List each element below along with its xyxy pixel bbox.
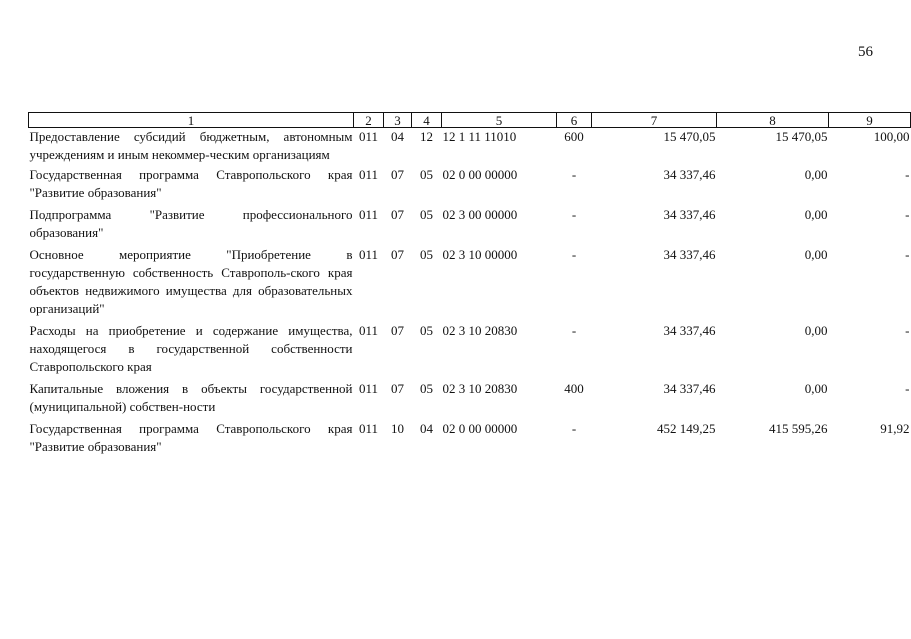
cell-executed: 0,00 <box>804 323 828 338</box>
cell-expense-type: 400 <box>564 381 584 396</box>
row-description: Расходы на приобретение и содержание имущества, находящегося в государственной собственности Ставропольского края <box>29 323 353 374</box>
cell-ministry: 011 <box>358 167 379 182</box>
col-header-8: 8 <box>717 113 829 128</box>
cell-executed: 415 595,26 <box>769 421 828 436</box>
cell-percent: - <box>905 381 910 396</box>
table-row <box>29 206 911 246</box>
cell-expense-type: - <box>571 167 577 182</box>
table-row <box>29 246 911 322</box>
cell-section: 10 <box>391 421 404 436</box>
col-header-3: 3 <box>384 113 412 128</box>
cell-executed: 0,00 <box>804 381 828 396</box>
cell-subsection: 12 <box>420 129 433 144</box>
cell-target-code: 02 3 10 20830 <box>442 323 518 338</box>
cell-planned: 34 337,46 <box>663 207 716 222</box>
col-header-4: 4 <box>412 113 442 128</box>
cell-section: 07 <box>391 207 404 222</box>
cell-target-code: 02 3 10 00000 <box>442 247 518 262</box>
row-description: Капитальные вложения в объекты государственной (муниципальной) собствен-ности <box>29 381 353 414</box>
page-number: 56 <box>858 44 873 60</box>
cell-section: 07 <box>391 323 404 338</box>
cell-percent: - <box>905 247 910 262</box>
cell-percent: - <box>905 207 910 222</box>
row-description: Государственная программа Ставропольского края "Развитие образования" <box>29 167 353 200</box>
col-header-7: 7 <box>592 113 717 128</box>
row-description: Предоставление субсидий бюджетным, автономным учреждениям и иным некоммер-ческим организациям <box>29 129 353 162</box>
cell-planned: 34 337,46 <box>663 247 716 262</box>
table-row <box>29 128 911 167</box>
col-header-5: 5 <box>442 113 557 128</box>
cell-target-code: 02 0 00 00000 <box>442 421 518 436</box>
row-description: Подпрограмма "Развитие профессионального образования" <box>29 207 353 240</box>
table-row <box>29 166 911 206</box>
cell-planned: 15 470,05 <box>663 129 716 144</box>
cell-percent: 91,92 <box>880 421 910 436</box>
cell-percent: - <box>905 167 910 182</box>
cell-executed: 15 470,05 <box>775 129 828 144</box>
cell-subsection: 05 <box>420 247 433 262</box>
cell-section: 07 <box>391 247 404 262</box>
cell-subsection: 05 <box>420 323 433 338</box>
cell-section: 07 <box>391 381 404 396</box>
cell-section: 04 <box>391 129 404 144</box>
header-row <box>29 113 911 128</box>
cell-planned: 452 149,25 <box>657 421 716 436</box>
cell-planned: 34 337,46 <box>663 381 716 396</box>
table-row <box>29 420 911 460</box>
cell-expense-type: - <box>571 323 577 338</box>
cell-planned: 34 337,46 <box>663 167 716 182</box>
col-header-1: 1 <box>29 113 354 128</box>
row-description: Государственная программа Ставропольского края "Развитие образования" <box>29 421 353 454</box>
cell-ministry: 011 <box>358 421 379 436</box>
col-header-2: 2 <box>354 113 384 128</box>
cell-ministry: 011 <box>358 381 379 396</box>
row-description: Основное мероприятие "Приобретение в государственную собственность Ставрополь-ского края объектов недвижимого имущества для образовательных организаций" <box>29 247 353 316</box>
cell-percent: 100,00 <box>873 129 910 144</box>
cell-ministry: 011 <box>358 247 379 262</box>
cell-expense-type: - <box>571 421 577 436</box>
cell-executed: 0,00 <box>804 207 828 222</box>
cell-target-code: 12 1 11 11010 <box>442 129 517 144</box>
table-row <box>29 380 911 420</box>
cell-executed: 0,00 <box>804 247 828 262</box>
col-header-6: 6 <box>557 113 592 128</box>
cell-ministry: 011 <box>358 207 379 222</box>
cell-executed: 0,00 <box>804 167 828 182</box>
col-header-9: 9 <box>829 113 911 128</box>
cell-subsection: 05 <box>420 167 433 182</box>
cell-subsection: 05 <box>420 207 433 222</box>
cell-expense-type: 600 <box>564 129 584 144</box>
cell-subsection: 04 <box>420 421 433 436</box>
cell-target-code: 02 0 00 00000 <box>442 167 518 182</box>
cell-subsection: 05 <box>420 381 433 396</box>
table-row <box>29 322 911 380</box>
cell-expense-type: - <box>571 247 577 262</box>
cell-planned: 34 337,46 <box>663 323 716 338</box>
cell-section: 07 <box>391 167 404 182</box>
cell-expense-type: - <box>571 207 577 222</box>
cell-target-code: 02 3 10 20830 <box>442 381 518 396</box>
budget-table <box>28 112 911 460</box>
cell-ministry: 011 <box>358 129 379 144</box>
cell-ministry: 011 <box>358 323 379 338</box>
cell-target-code: 02 3 00 00000 <box>442 207 518 222</box>
cell-percent: - <box>905 323 910 338</box>
